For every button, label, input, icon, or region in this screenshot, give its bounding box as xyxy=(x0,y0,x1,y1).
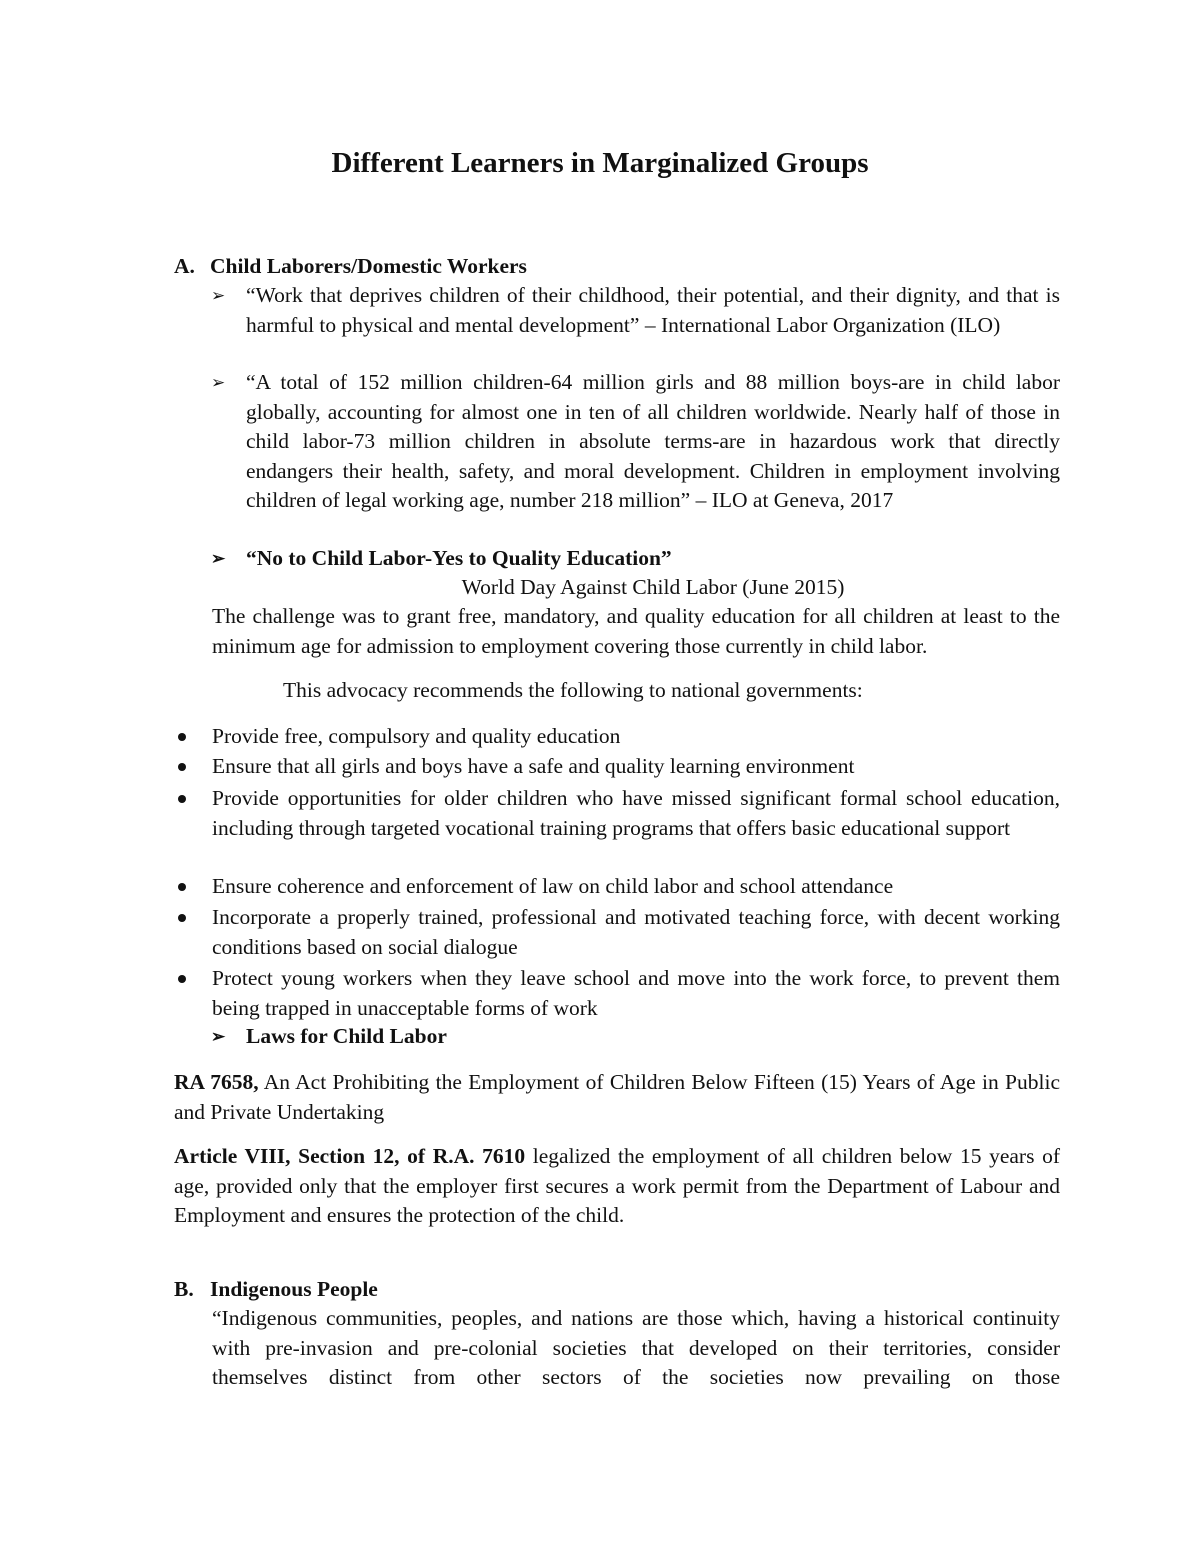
bullet-dot-icon xyxy=(178,763,186,771)
ilo-definition-quote xyxy=(211,281,1060,340)
recommendation-item: Protect young workers when they leave school and move into the work force, to prevent them being trapped in unacceptable forms of work xyxy=(212,964,1060,1023)
arrow-bullet-icon: ➢ xyxy=(211,1027,226,1046)
section-a-title: Child Laborers/Domestic Workers xyxy=(210,254,527,278)
arrow-bullet-icon: ➢ xyxy=(211,549,226,568)
advocacy-intro: This advocacy recommends the following to national governments: xyxy=(283,678,863,702)
bullet-dot-icon xyxy=(178,975,186,983)
recommendation-item: Provide opportunities for older children who have missed significant formal school education, including through targeted vocational training programs that offers basic educational support xyxy=(212,784,1060,843)
section-b-title: Indigenous People xyxy=(210,1277,378,1301)
recommendation-item: Ensure coherence and enforcement of law on child labor and school attendance xyxy=(212,872,1060,902)
page-title: Different Learners in Marginalized Groups xyxy=(331,147,869,179)
slogan-item xyxy=(211,544,1060,574)
law-ra-7610: Article VIII, Section 12, of R.A. 7610 legalized the employment of all children below 15 years of age, provided only that the employer first secures a work permit from the Department of Labour and Employment and ensures the protection of the child. xyxy=(174,1144,1060,1227)
laws-heading-text: Laws for Child Labor xyxy=(246,1024,447,1048)
recommendation-item: Provide free, compulsory and quality education xyxy=(212,722,1060,752)
slogan-source: World Day Against Child Labor (June 2015) xyxy=(461,575,845,599)
bullet-dot-icon xyxy=(178,795,186,803)
challenge-paragraph: The challenge was to grant free, mandatory, and quality education for all children at least to the minimum age for admission to employment covering those currently in child labor. xyxy=(212,604,1060,658)
section-b-heading xyxy=(174,1275,378,1305)
section-a-letter: A. xyxy=(174,254,195,278)
arrow-bullet-icon: ➢ xyxy=(211,373,226,392)
section-b-letter: B. xyxy=(174,1277,194,1301)
law-ra-7658: RA 7658, An Act Prohibiting the Employment of Children Below Fifteen (15) Years of Age in Public and Private Undertaking xyxy=(174,1070,1060,1124)
bullet-dot-icon xyxy=(178,883,186,891)
recommendation-item: Incorporate a properly trained, professional and motivated teaching force, with decent working conditions based on social dialogue xyxy=(212,903,1060,962)
arrow-bullet-icon: ➢ xyxy=(211,286,226,305)
ilo-definition-text: “Work that deprives children of their childhood, their potential, and their dignity, and that is harmful to physical and mental development” – International Labor Organization (ILO) xyxy=(246,283,1060,337)
ilo-statistics-quote xyxy=(211,368,1060,516)
bullet-dot-icon xyxy=(178,914,186,922)
laws-heading xyxy=(211,1022,1060,1052)
ilo-statistics-text: “A total of 152 million children-64 million girls and 88 million boys-are in child labor globally, accounting for almost one in ten of all children worldwide. Nearly half of those in child labor-73 million children in absolute terms-are in hazardous work that directly endangers their health, safety, and moral development. Children in employment involving children of legal working age, number 218 million” – ILO at Geneva, 2017 xyxy=(246,370,1060,512)
section-a-heading xyxy=(174,252,527,282)
indigenous-definition: “Indigenous communities, peoples, and nations are those which, having a historical continuity with pre-invasion and pre-colonial societies that developed on their territories, consider themselves distinct from other sectors of the societies now prevailing on those xyxy=(212,1306,1060,1389)
slogan-text: “No to Child Labor-Yes to Quality Education” xyxy=(246,546,672,570)
recommendation-item: Ensure that all girls and boys have a safe and quality learning environment xyxy=(212,752,1060,782)
bullet-dot-icon xyxy=(178,733,186,741)
